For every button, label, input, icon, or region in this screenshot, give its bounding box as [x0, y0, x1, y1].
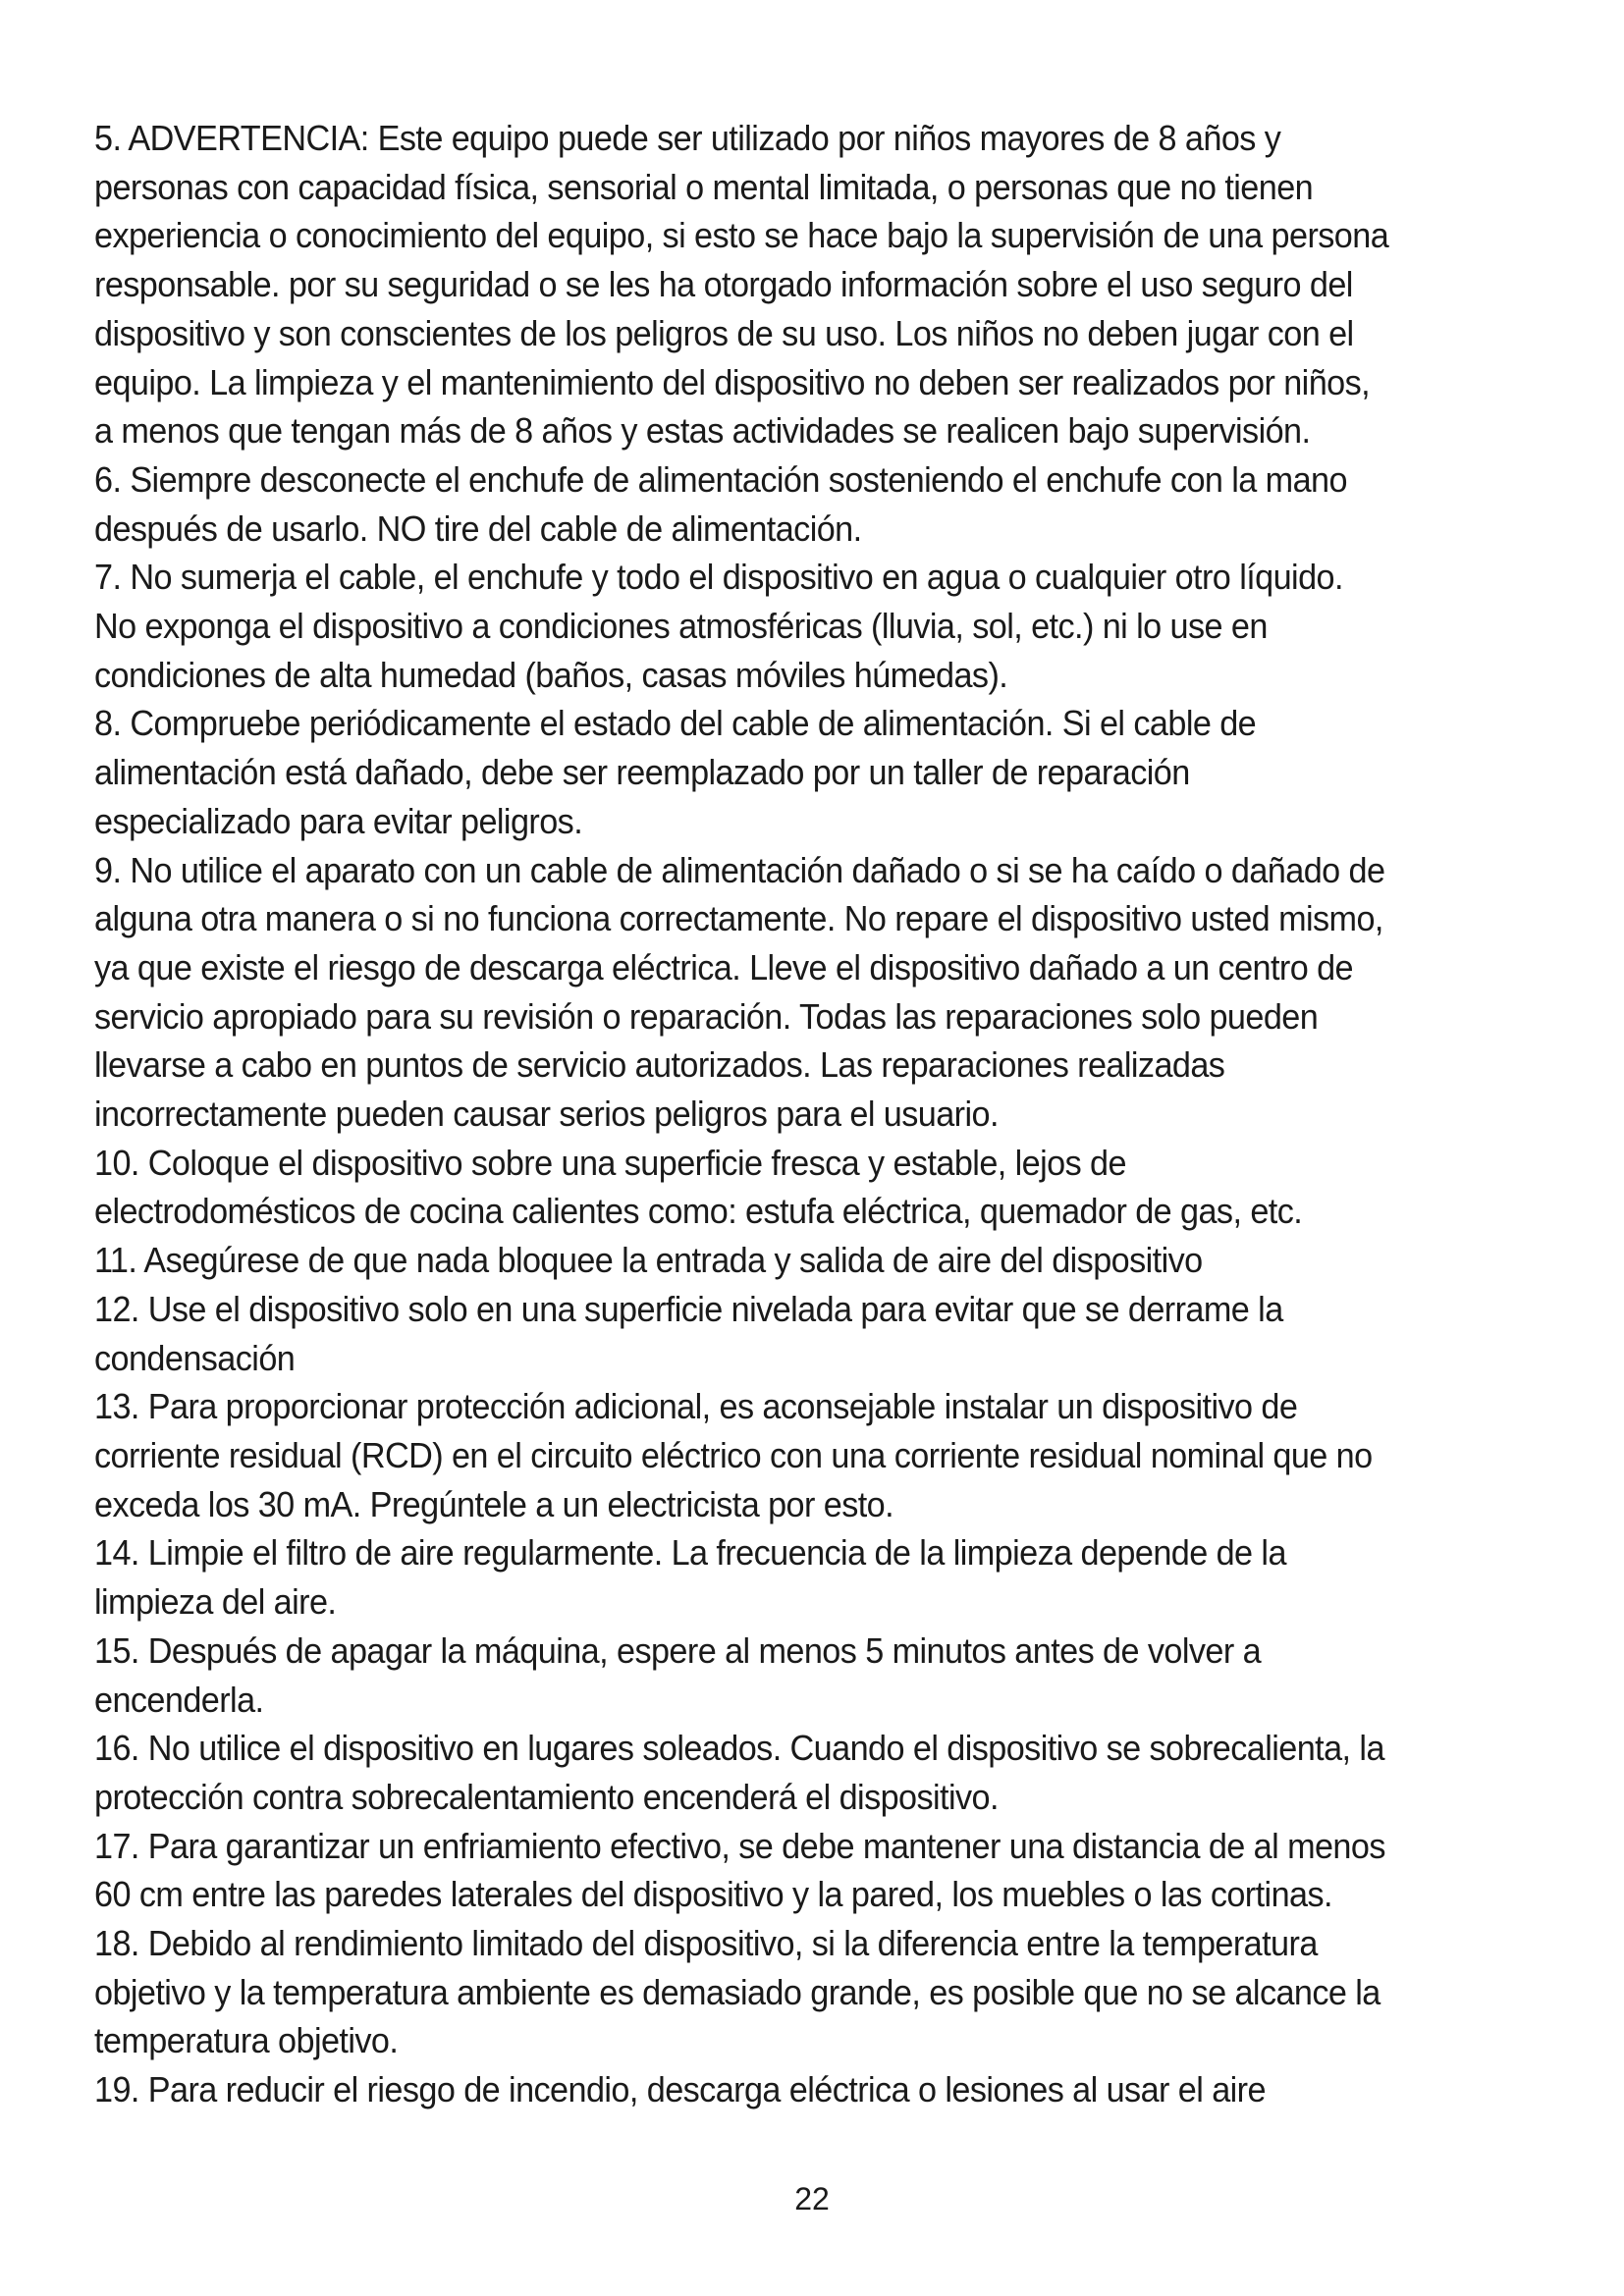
- paragraph-item-11: 11. Asegúrese de que nada bloquee la entrada y salida de aire del dispositivo: [94, 1240, 1203, 1281]
- paragraph-item-16: 16. No utilice el dispositivo en lugares soleados. Cuando el dispositivo se sobrecalienta, la protección contra sobrecalentamiento encenderá el dispositivo.: [94, 1728, 1384, 1817]
- paragraph-item-6: 6. Siempre desconecte el enchufe de alimentación sosteniendo el enchufe con la mano después de usarlo. NO tire del cable de alimentación.: [94, 458, 1347, 549]
- paragraph-item-14: 14. Limpie el filtro de aire regularmente. La frecuencia de la limpieza depende de la limpieza del aire.: [94, 1532, 1286, 1623]
- paragraph-item-18: 18. Debido al rendimiento limitado del dispositivo, si la diferencia entre la temperatura objetivo y la temperatura ambiente es demasiado grande, es posible que no se alcance la temperatura objetivo.: [94, 1923, 1380, 2061]
- paragraph-item-12: 12. Use el dispositivo solo en una superficie nivelada para evitar que se derrame la condensación: [94, 1288, 1283, 1378]
- page-number: 22: [794, 2181, 830, 2216]
- paragraph-item-19: 19. Para reducir el riesgo de incendio, descarga eléctrica o lesiones al usar el aire: [94, 2069, 1266, 2110]
- paragraph-item-13: 13. Para proporcionar protección adicional, es aconsejable instalar un dispositivo de corriente residual (RCD) en el circuito eléctrico con una corriente residual nominal que no exceda los 30 mA. Pregúntele a un electricista por esto.: [94, 1386, 1373, 1524]
- paragraph-item-5: 5. ADVERTENCIA: Este equipo puede ser utilizado por niños mayores de 8 años y personas con capacidad física, sensorial o mental limitada, o personas que no tienen experiencia o conocimiento del equipo, si esto se hace bajo la supervisión de una persona responsable. por su seguridad o se les ha otorgado información sobre el uso seguro del dispositivo y son conscientes de los peligros de su uso. Los niños no deben jugar con el equipo. La limpieza y el mantenimiento del dispositivo no deben ser realizados por niños, a menos que tengan más de 8 años y estas actividades se realicen bajo supervisión.: [94, 118, 1389, 452]
- paragraph-item-15: 15. Después de apagar la máquina, espere al menos 5 minutos antes de volver a encenderla.: [94, 1629, 1262, 1720]
- paragraph-item-7: 7. No sumerja el cable, el enchufe y todo el dispositivo en agua o cualquier otro líquido. No exponga el dispositivo a condiciones atmosféricas (lluvia, sol, etc.) ni lo use en condiciones de alta humedad (baños, casas móviles húmedas).: [94, 557, 1343, 695]
- paragraph-item-10: 10. Coloque el dispositivo sobre una superficie fresca y estable, lejos de electrodomésticos de cocina calientes como: estufa eléctrica, quemador de gas, etc.: [94, 1142, 1303, 1232]
- paragraph-item-8: 8. Compruebe periódicamente el estado del cable de alimentación. Si el cable de alimentación está dañado, debe ser reemplazado por un taller de reparación especializado para evitar peligros.: [94, 703, 1257, 841]
- paragraph-item-9: 9. No utilice el aparato con un cable de alimentación dañado o si se ha caído o dañado de alguna otra manera o si no funciona correctamente. No repare el dispositivo usted mismo, ya que existe el riesgo de descarga eléctrica. Lleve el dispositivo dañado a un centro de servicio apropiado para su revisión o reparación. Todas las reparaciones solo pueden llevarse a cabo en puntos de servicio autorizados. Las reparaciones realizadas incorrectamente pueden causar serios peligros para el usuario.: [94, 849, 1385, 1135]
- paragraph-item-17: 17. Para garantizar un enfriamiento efectivo, se debe mantener una distancia de al menos 60 cm entre las paredes laterales del dispositivo y la pared, los muebles o las cortinas.: [94, 1825, 1385, 1915]
- document-body: [94, 114, 1477, 2114]
